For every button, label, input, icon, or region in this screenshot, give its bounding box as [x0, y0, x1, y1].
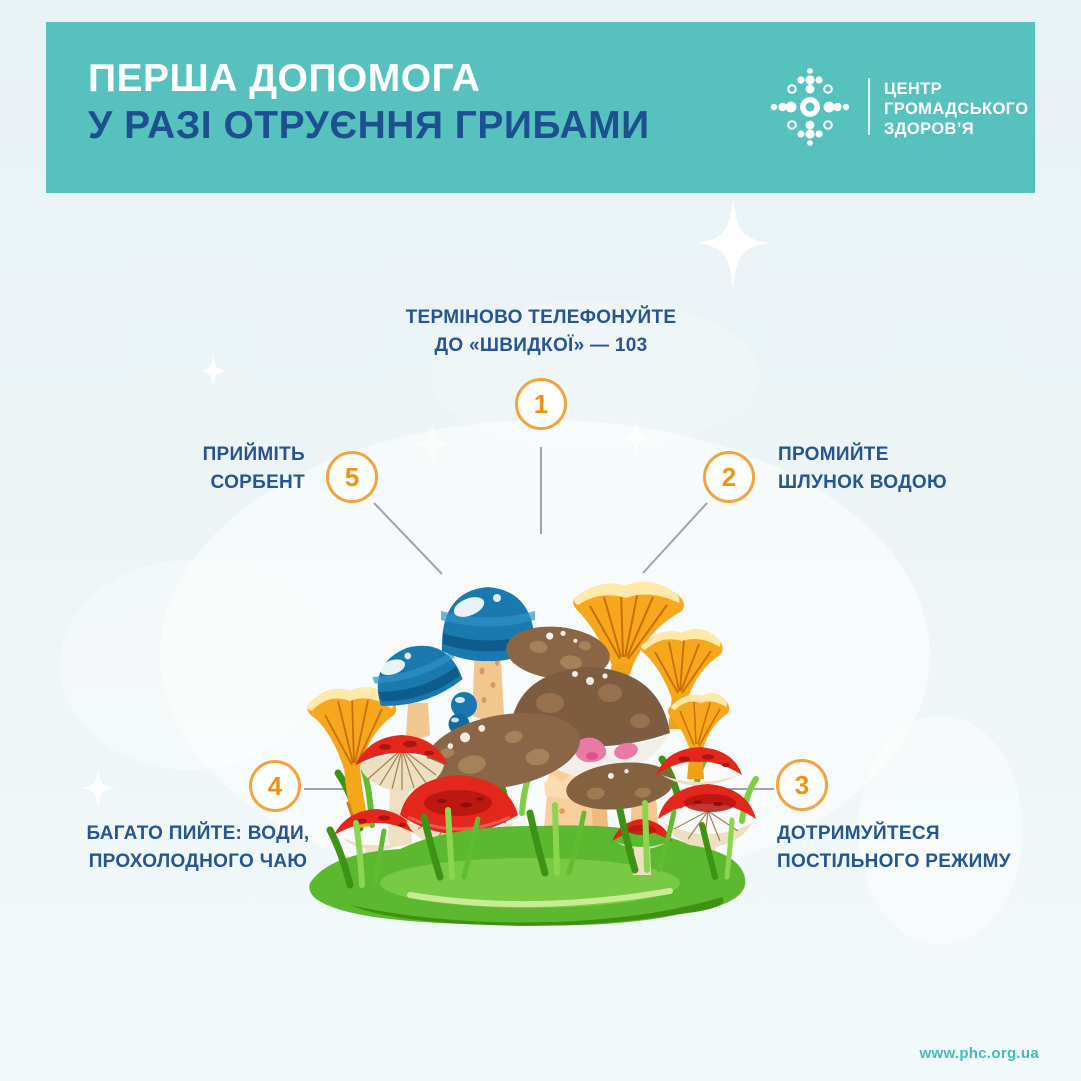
- logo-line-2: ГРОМАДСЬКОГО: [884, 100, 1029, 118]
- title-line-1: ПЕРША ДОПОМОГА: [88, 57, 481, 100]
- logo-line-1: ЦЕНТР: [884, 80, 943, 98]
- sparkle-icon: [82, 768, 114, 808]
- step-5-badge: 5: [326, 451, 378, 503]
- step-2-badge: 2: [703, 451, 755, 503]
- step-1-label: ТЕРМІНОВО ТЕЛЕФОНУЙТЕ ДО «ШВИДКОЇ» — 103: [405, 307, 677, 356]
- step-2-label: ПРОМИЙТЕ ШЛУНОК ВОДОЮ: [778, 444, 947, 493]
- phc-logo-icon: [764, 61, 856, 153]
- step-4-label: БАГАТО ПИЙТЕ: ВОДИ, ПРОХОЛОДНОГО ЧАЮ: [86, 823, 310, 872]
- step-5-label: ПРИЙМІТЬ СОРБЕНТ: [202, 444, 305, 493]
- title-line-2: У РАЗІ ОТРУЄННЯ ГРИБАМИ: [88, 104, 650, 147]
- chanterelle-mushroom-small: [668, 693, 729, 779]
- step-3-badge: 3: [776, 759, 828, 811]
- step-1-badge: 1: [515, 378, 567, 430]
- header-banner: [46, 22, 1035, 193]
- background-blob: [60, 560, 320, 770]
- step-4-badge: 4: [249, 760, 301, 812]
- mushroom-illustration: [290, 553, 790, 933]
- sparkle-icon: [200, 354, 226, 388]
- sparkle-icon: [697, 197, 769, 289]
- logo-line-3: ЗДОРОВ’Я: [884, 120, 975, 138]
- page-title: [88, 55, 650, 149]
- logo-divider: [868, 78, 870, 135]
- footer-url[interactable]: www.phc.org.ua: [919, 1045, 1039, 1062]
- step-3-label: ДОТРИМУЙТЕСЯ ПОСТІЛЬНОГО РЕЖИМУ: [777, 823, 1011, 872]
- logo-wordmark: [884, 79, 1028, 139]
